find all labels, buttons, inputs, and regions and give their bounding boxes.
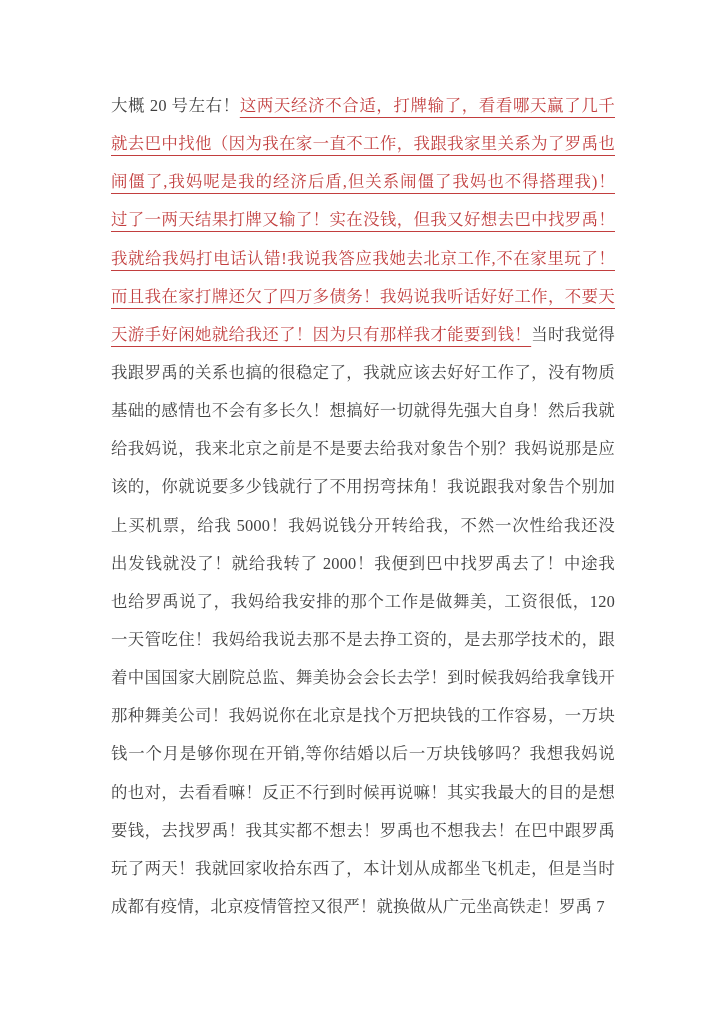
text-line bbox=[111, 888, 615, 926]
highlighted-text-segment: 就去巴中找他（因为我在家一直不工作，我跟我家里关系为了罗禹也 bbox=[111, 134, 615, 154]
text-line bbox=[111, 201, 615, 239]
highlighted-text-segment: 我就给我妈打电话认错!我说我答应我她去北京工作,不在家里玩了！ bbox=[111, 248, 615, 268]
text-segment: 上买机票，给我 5000！我妈说钱分开转给我，不然一次性给我还没 bbox=[111, 515, 615, 535]
text-line bbox=[111, 697, 615, 735]
text-line bbox=[111, 774, 615, 812]
text-segment: 着中国国家大剧院总监、舞美协会会长去学！到时候我妈给我拿钱开 bbox=[111, 668, 615, 688]
text-line bbox=[111, 240, 615, 278]
text-segment: 当时我觉得 bbox=[531, 324, 616, 344]
text-segment: 大概 20 号左右！ bbox=[111, 96, 240, 115]
text-line bbox=[111, 583, 615, 621]
text-segment: 那种舞美公司！我妈说你在北京是找个万把块钱的工作容易，一万块 bbox=[111, 706, 615, 726]
text-segment: 也给罗禹说了，我妈给我安排的那个工作是做舞美，工资很低，120 bbox=[111, 591, 615, 611]
highlighted-text-segment: 闹僵了,我妈呢是我的经济后盾,但关系闹僵了我妈也不得搭理我)！ bbox=[111, 172, 615, 192]
text-segment: 基础的感情也不会有多长久！想搞好一切就得先强大自身！然后我就 bbox=[111, 401, 615, 421]
text-segment: 出发钱就没了！就给我转了 2000！我便到巴中找罗禹去了！中途我 bbox=[111, 553, 615, 573]
text-line bbox=[111, 621, 615, 659]
text-line bbox=[111, 316, 615, 354]
text-segment: 该的，你就说要多少钱就行了不用拐弯抹角！我说跟我对象告个别加 bbox=[111, 477, 615, 497]
text-line bbox=[111, 850, 615, 888]
text-line bbox=[111, 545, 615, 583]
text-line bbox=[111, 507, 615, 545]
text-line bbox=[111, 163, 615, 201]
text-line bbox=[111, 125, 615, 163]
highlighted-text-segment: 天游手好闲她就给我还了！因为只有那样我才能要到钱！ bbox=[111, 324, 532, 344]
text-line bbox=[111, 659, 615, 697]
text-segment: 一天管吃住！我妈给我说去那不是去挣工资的，是去那学技术的，跟 bbox=[111, 629, 615, 649]
document-body bbox=[111, 87, 615, 926]
highlighted-text-segment: 而且我在家打牌还欠了四万多债务！我妈说我听话好好工作，不要天 bbox=[111, 286, 615, 306]
highlighted-text-segment: 这两天经济不合适，打牌输了，看看哪天赢了几千 bbox=[239, 96, 615, 115]
text-line bbox=[111, 278, 615, 316]
text-line bbox=[111, 392, 615, 430]
text-segment: 钱一个月是够你现在开销,等你结婚以后一万块钱够吗？我想我妈说 bbox=[111, 744, 615, 764]
text-line bbox=[111, 354, 615, 392]
text-segment: 成都有疫情，北京疫情管控又很严！就换做从广元坐高铁走！罗禹 7 bbox=[111, 896, 605, 916]
highlighted-text-segment: 过了一两天结果打牌又输了！实在没钱，但我又好想去巴中找罗禹！ bbox=[111, 210, 615, 230]
text-line bbox=[111, 430, 615, 468]
text-line bbox=[111, 812, 615, 850]
text-line bbox=[111, 735, 615, 773]
text-line bbox=[111, 468, 615, 506]
text-segment: 玩了两天！我就回家收拾东西了，本计划从成都坐飞机走，但是当时 bbox=[111, 858, 615, 878]
text-segment: 要钱，去找罗禹！我其实都不想去！罗禹也不想我去！在巴中跟罗禹 bbox=[111, 820, 615, 840]
text-line bbox=[111, 87, 615, 125]
text-segment: 的也对，去看看嘛！反正不行到时候再说嘛！其实我最大的目的是想 bbox=[111, 782, 615, 802]
text-segment: 给我妈说，我来北京之前是不是要去给我对象告个别？我妈说那是应 bbox=[111, 439, 615, 459]
text-segment: 我跟罗禹的关系也搞的很稳定了，我就应该去好好工作了，没有物质 bbox=[111, 362, 615, 382]
